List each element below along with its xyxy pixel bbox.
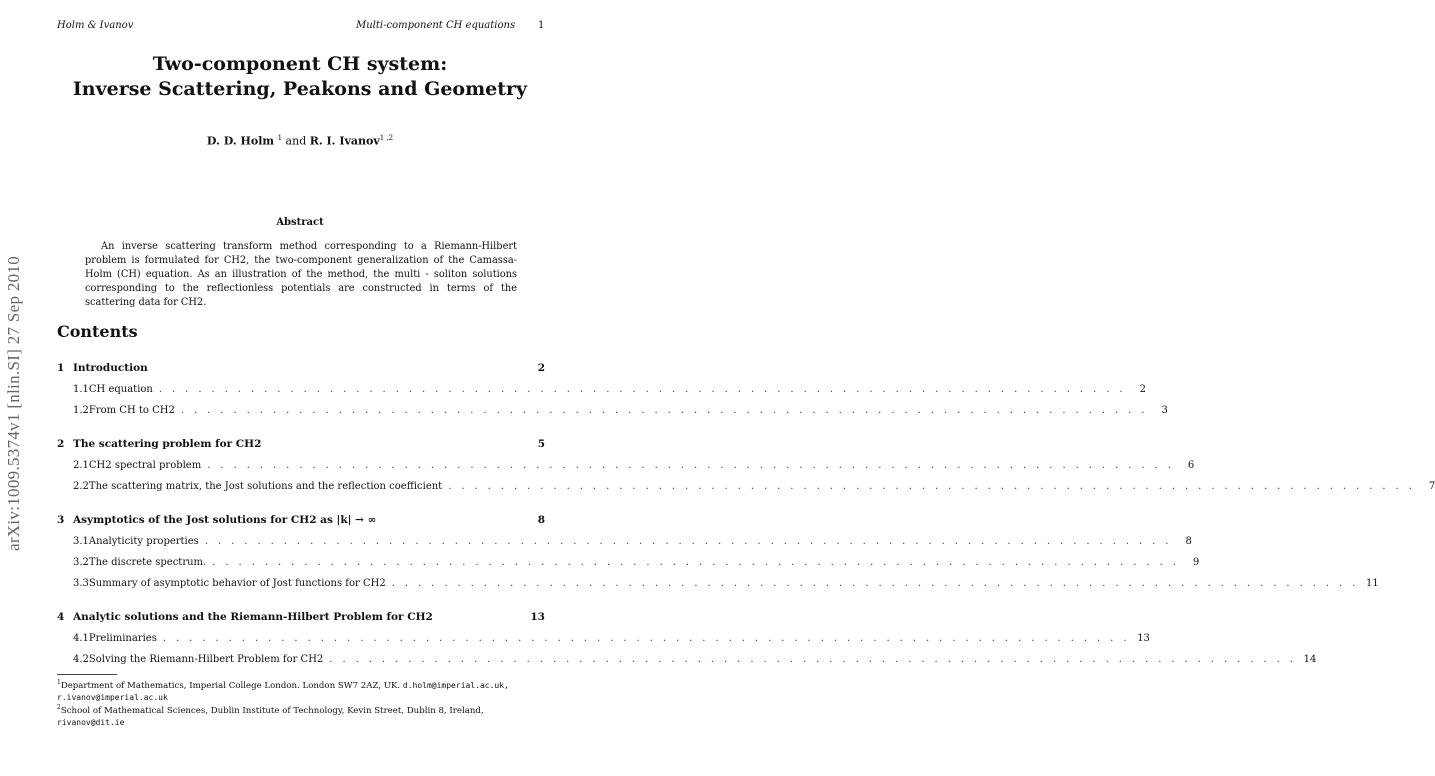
footnote-affiliation: Department of Mathematics, Imperial College London. London SW7 2AZ, UK. bbox=[60, 680, 401, 691]
author-holm-affiliation: 1 bbox=[277, 134, 283, 142]
toc-leader-dots: . . . . . . . . . . . . . . . . . . . . . . . . . . . . . . . . . . . . . . . . . . . . . . . . . . . . . . . . . . . . . . . . . . . . . . . . . . bbox=[329, 654, 1297, 665]
toc-section-title: Introduction bbox=[73, 362, 148, 374]
toc-leader-dots: . . . . . . . . . . . . . . . . . . . . . . . . . . . . . . . . . . . . . . . . . . . . . . . . . . . . . . . . . . . . . . . . . . . . . . . . . . bbox=[162, 633, 1130, 644]
paper-title-line-1: Two-component CH system: bbox=[152, 53, 448, 75]
contents-heading: Contents bbox=[57, 322, 138, 341]
toc-section-title: The scattering problem for CH2 bbox=[73, 438, 262, 450]
email-link-ivanov[interactable]: r.ivanov@imperial.ac.uk bbox=[57, 692, 168, 702]
toc-section-number: 3 bbox=[57, 514, 65, 526]
toc-subsection-title: CH equation bbox=[88, 384, 153, 395]
toc-page-number: 13 bbox=[1137, 633, 1150, 644]
toc-page-number: 8 bbox=[1185, 536, 1192, 547]
toc-subsection-title: CH2 spectral problem bbox=[88, 460, 202, 471]
author-holm: D. D. Holm bbox=[206, 134, 275, 148]
toc-subsection-number: 4.2 bbox=[73, 654, 89, 665]
paper-title-line-2: Inverse Scattering, Peakons and Geometry bbox=[72, 78, 528, 100]
abstract-heading: Abstract bbox=[276, 217, 324, 228]
toc-leader-dots: . . . . . . . . . . . . . . . . . . . . . . . . . . . . . . . . . . . . . . . . . . . . . . . . . . . . . . . . . . . . . . . . . . . . . . . . . . bbox=[180, 405, 1148, 416]
toc-subsection-title: The scattering matrix, the Jost solutions and the reflection coefficient bbox=[88, 481, 443, 492]
toc-leader-dots: . . . . . . . . . . . . . . . . . . . . . . . . . . . . . . . . . . . . . . . . . . . . . . . . . . . . . . . . . . . . . . . . . . . . . . . . . . bbox=[204, 536, 1172, 547]
running-header-title: Multi-component CH equations bbox=[356, 20, 516, 31]
footnote-2 bbox=[57, 702, 545, 729]
toc-section-1[interactable] bbox=[57, 362, 545, 374]
author-list bbox=[0, 134, 600, 148]
toc-subsection-number: 2.2 bbox=[73, 481, 89, 492]
toc-page-number: 14 bbox=[1303, 654, 1317, 665]
arxiv-identifier: arXiv:1009.5374v1 [nlin.SI] 27 Sep 2010 bbox=[4, 255, 23, 551]
footnote-1 bbox=[57, 677, 545, 704]
footnote-marker: 1 bbox=[57, 679, 61, 686]
abstract-text: An inverse scattering transform method corresponding to a Riemann-Hilbert problem is formulated for CH2, the two-component generalization of the Camassa-Holm (CH) equation. As an illustration of the method, the multi - soliton solutions corresponding to the reflectionless potentials are constructed in terms of the scattering data for CH2. bbox=[85, 241, 517, 308]
toc-page-number: 6 bbox=[1187, 460, 1195, 471]
toc-page-number: 2 bbox=[1139, 384, 1146, 395]
toc-subsection-title: Analyticity properties bbox=[88, 536, 199, 547]
toc-section-number: 4 bbox=[57, 611, 65, 623]
toc-subsection-number: 3.1 bbox=[73, 536, 89, 547]
toc-page-number: 9 bbox=[1192, 557, 1200, 568]
toc-subsection-number: 4.1 bbox=[73, 633, 89, 644]
toc-subsection-number: 1.1 bbox=[73, 384, 89, 395]
toc-subsection-title: Preliminaries bbox=[88, 633, 157, 644]
toc-leader-dots: . . . . . . . . . . . . . . . . . . . . . . . . . . . . . . . . . . . . . . . . . . . . . . . . . . . . . . . . . . . . . . . . . . . . . . . . . . bbox=[448, 481, 1416, 492]
toc-section-2[interactable] bbox=[57, 438, 545, 450]
toc-section-3[interactable] bbox=[57, 514, 545, 526]
toc-page-number: 8 bbox=[537, 514, 545, 526]
toc-subsection-number: 2.1 bbox=[73, 460, 89, 471]
toc-subsection-title: Solving the Riemann-Hilbert Problem for CH2 bbox=[88, 654, 324, 665]
email-link-holm[interactable]: d.holm@imperial.ac.uk, bbox=[402, 680, 509, 690]
author-conjunction: and bbox=[285, 134, 307, 148]
toc-subsection-2-1[interactable] bbox=[73, 460, 1195, 471]
author-ivanov: R. I. Ivanov bbox=[309, 134, 380, 148]
toc-subsection-1-2[interactable] bbox=[73, 405, 1168, 416]
toc-page-number: 7 bbox=[1428, 481, 1435, 492]
toc-page-number: 2 bbox=[537, 362, 545, 374]
toc-subsection-3-2[interactable] bbox=[73, 557, 1200, 568]
toc-leader-dots: . . . . . . . . . . . . . . . . . . . . . . . . . . . . . . . . . . . . . . . . . . . . . . . . . . . . . . . . . . . . . . . . . . . . . . . . . . bbox=[391, 578, 1359, 589]
toc-subsection-title: Summary of asymptotic behavior of Jost functions for CH2 bbox=[88, 578, 386, 589]
toc-leader-dots: . . . . . . . . . . . . . . . . . . . . . . . . . . . . . . . . . . . . . . . . . . . . . . . . . . . . . . . . . . . . . . . . . . . . . . . . . . bbox=[207, 460, 1175, 471]
author-ivanov-affiliation: 1 ,2 bbox=[379, 134, 394, 142]
toc-subsection-number: 3.3 bbox=[73, 578, 89, 589]
toc-subsection-3-1[interactable] bbox=[73, 536, 1192, 547]
toc-section-title: Analytic solutions and the Riemann-Hilbert Problem for CH2 bbox=[73, 611, 433, 623]
toc-subsection-title: From CH to CH2 bbox=[88, 405, 175, 416]
footnote-affiliation: School of Mathematical Sciences, Dublin Institute of Technology, Kevin Street, Dublin 8, Ireland, bbox=[60, 705, 484, 716]
footnote-marker: 2 bbox=[57, 704, 61, 711]
toc-subsection-4-1[interactable] bbox=[73, 633, 1150, 644]
toc-subsection-number: 1.2 bbox=[73, 405, 89, 416]
page-number: 1 bbox=[538, 20, 545, 31]
toc-subsection-number: 3.2 bbox=[73, 557, 89, 568]
toc-subsection-2-2[interactable] bbox=[73, 481, 1435, 492]
toc-page-number: 13 bbox=[530, 611, 545, 623]
toc-subsection-1-1[interactable] bbox=[73, 384, 1146, 395]
toc-page-number: 5 bbox=[537, 438, 545, 450]
toc-subsection-3-3[interactable] bbox=[73, 578, 1379, 589]
footnote-rule bbox=[57, 674, 117, 675]
toc-section-number: 2 bbox=[57, 438, 65, 450]
toc-subsection-title: The discrete spectrum. bbox=[88, 557, 207, 568]
running-header-authors: Holm & Ivanov bbox=[57, 20, 134, 31]
toc-page-number: 11 bbox=[1366, 578, 1379, 589]
toc-section-4[interactable] bbox=[57, 611, 545, 623]
toc-section-title: Asymptotics of the Jost solutions for CH2 as |k| → ∞ bbox=[73, 514, 377, 526]
toc-subsection-4-2[interactable] bbox=[73, 654, 1317, 665]
toc-section-number: 1 bbox=[57, 362, 65, 374]
toc-leader-dots: . . . . . . . . . . . . . . . . . . . . . . . . . . . . . . . . . . . . . . . . . . . . . . . . . . . . . . . . . . . . . . . . . . . . . . . . . . bbox=[158, 384, 1126, 395]
toc-leader-dots: . . . . . . . . . . . . . . . . . . . . . . . . . . . . . . . . . . . . . . . . . . . . . . . . . . . . . . . . . . . . . . . . . . . . . . . . . . bbox=[212, 557, 1180, 568]
toc-page-number: 3 bbox=[1161, 405, 1168, 416]
email-link-ivanov-dit[interactable]: rivanov@dit.ie bbox=[57, 717, 125, 727]
